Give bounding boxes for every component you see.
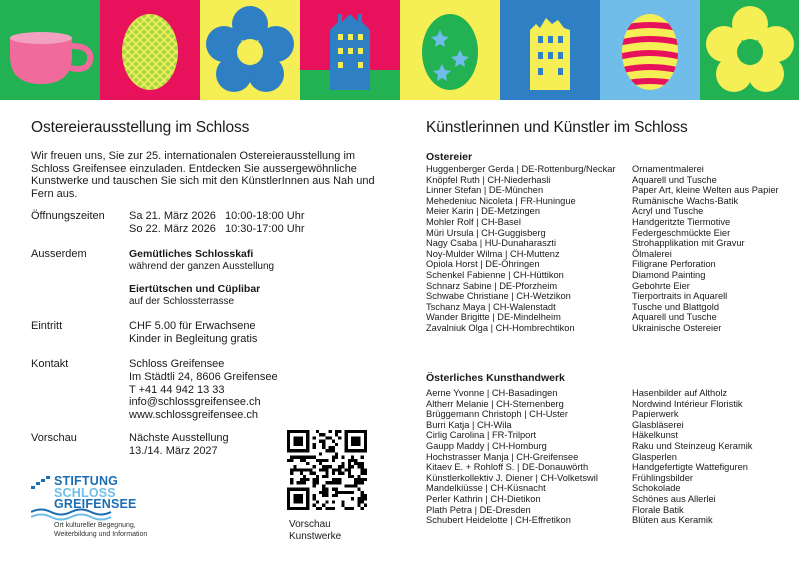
artist-name: Altherr Melanie | CH-Sternenberg (426, 398, 564, 409)
opening-time: 10:00-18:00 Uhr (225, 210, 305, 222)
tower-icon (500, 0, 600, 100)
artist-technique: Hasenbilder auf Altholz (632, 388, 728, 398)
also-label: Ausserdem (31, 248, 87, 260)
preview-date: 13./14. März 2027 (129, 444, 218, 457)
artist-name: Cirlig Carolina | FR-Trilport (426, 430, 537, 441)
list-item (426, 494, 796, 505)
artist-technique: Schokolade (632, 483, 681, 494)
flower-icon (200, 0, 300, 100)
bar-title: Eiertütschen und Cüplibar (129, 282, 261, 295)
artist-name: Mohler Rolf | CH-Basel (426, 216, 521, 227)
list-item (426, 312, 796, 323)
list-item (426, 505, 796, 516)
artist-name: Perler Kathrin | CH-Dietikon (426, 493, 541, 504)
cafe-title: Gemütliches Schlosskafi (129, 248, 254, 260)
artist-name: Huggenberger Gerda | DE-Rottenburg/Neckar (426, 164, 616, 174)
artist-technique: Ölmalerei (632, 248, 672, 259)
list-item (426, 409, 796, 420)
artist-name: Künstlerkollektiv J. Diener | CH-Volketswil (426, 472, 598, 483)
list-item (426, 473, 796, 484)
artist-technique: Aquarell und Tusche (632, 174, 717, 185)
entry-label: Eintritt (31, 320, 63, 332)
qr-caption-line: Kunstwerke (289, 531, 342, 542)
list-item (426, 420, 796, 431)
preview-next: Nächste Ausstellung (129, 432, 229, 444)
artist-name: Brüggemann Christoph | CH-Uster (426, 409, 568, 420)
list-item (426, 206, 796, 217)
crafts-list (426, 388, 796, 526)
artist-name: Hochstrasser Manja | CH-Greifensee (426, 451, 579, 462)
contact-email[interactable]: info@schlossgreifensee.ch (129, 396, 261, 409)
artist-name: Tschanz Maya | CH-Walenstadt (426, 301, 556, 312)
list-item (426, 452, 796, 463)
list-item (426, 259, 796, 270)
artist-technique: Ukrainische Ostereier (632, 322, 722, 333)
contact-label: Kontakt (31, 358, 69, 370)
artist-name: Mehedeniuc Nicoleta | FR-Huningue (426, 195, 576, 206)
qr-caption (289, 519, 341, 543)
artist-name: Wander Brigitte | DE-Mindelheim (426, 312, 561, 323)
intro-text: Wir freuen uns, Sie zur 25. internationalen Ostereierausstellung im Schloss Greifensee einzuladen. Entdecken Sie aussergewöhnliche Kunstwerke und tauschen Sie sich mit den KünstlerInnen aus Nah und Fern aus. (31, 150, 375, 200)
cafe-sub: während der ganzen Ausstellung (129, 260, 275, 272)
list-item (426, 270, 796, 281)
list-item (426, 238, 796, 249)
artist-name: Schwabe Christiane | CH-Wetzikon (426, 291, 571, 302)
artist-technique: Gebohrte Eier (632, 280, 690, 291)
artist-name: Plath Petra | DE-Dresden (426, 504, 531, 515)
artist-technique: Glasbläserei (632, 419, 684, 430)
logo-line: SCHLOSS (54, 485, 116, 500)
bar-sub: auf der Schlossterrasse (129, 295, 235, 307)
list-item (426, 399, 796, 410)
logo-tag-line: Weiterbildung und Information (54, 531, 148, 538)
castle-icon (300, 0, 400, 100)
egg-stripes-tile (600, 0, 700, 100)
artist-technique: Tusche und Blattgold (632, 301, 719, 312)
artist-name: Müri Ursula | CH-Guggisberg (426, 227, 546, 238)
opening-day: Sa 21. März 2026 (129, 210, 216, 222)
artist-name: Schubert Heidelotte | CH-Effretikon (426, 515, 571, 526)
opening-label: Öffnungszeiten (31, 210, 105, 222)
decorative-banner (0, 0, 799, 100)
list-item (426, 462, 796, 473)
contact-phone[interactable]: T +41 44 942 13 33 (129, 383, 225, 396)
section-eggs-heading: Ostereier (426, 151, 473, 163)
list-item (426, 291, 796, 302)
list-item (426, 430, 796, 441)
artist-technique: Papierwerk (632, 409, 679, 420)
artist-technique: Glasperlen (632, 451, 677, 462)
artist-name: Noy-Mulder Wilma | CH-Muttenz (426, 248, 560, 259)
artist-technique: Raku und Steinzeug Keramik (632, 440, 753, 451)
artist-name: Burri Katja | CH-Wila (426, 419, 512, 430)
artist-technique: Strohapplikation mit Gravur (632, 238, 745, 249)
preview-info (129, 432, 229, 458)
eggs-list (426, 164, 796, 334)
cup-icon (0, 0, 100, 100)
list-item (426, 441, 796, 452)
list-item (426, 185, 796, 196)
easter-egg-icon (600, 0, 700, 100)
artist-technique: Handgefertigte Wattefiguren (632, 462, 748, 473)
list-item (426, 515, 796, 526)
artist-technique: Diamond Painting (632, 269, 706, 280)
page-title: Ostereierausstellung im Schloss (31, 119, 250, 136)
artist-name: Gaupp Maddy | CH-Homburg (426, 440, 547, 451)
list-item (426, 249, 796, 260)
list-item (426, 302, 796, 313)
entry-info (129, 320, 257, 346)
cup-tile (0, 0, 100, 100)
contact-address: Im Städtli 24, 8606 Greifensee (129, 370, 278, 383)
list-item (426, 164, 796, 175)
artist-technique: Schönes aus Allerlei (632, 493, 716, 504)
list-item (426, 323, 796, 334)
logo-tag-line: Ort kultureller Begegnung, (54, 522, 136, 529)
qr-code[interactable] (287, 430, 367, 510)
artist-technique: Federgeschmückte Eier (632, 227, 731, 238)
also-list (129, 248, 274, 308)
artist-technique: Ornamentmalerei (632, 164, 704, 174)
list-item (426, 483, 796, 494)
list-item (426, 196, 796, 207)
logo-tagline (54, 521, 147, 539)
artist-name: Opiola Horst | DE-Öhringen (426, 259, 540, 270)
castle-tile (300, 0, 400, 100)
artist-name: Meier Karin | DE-Metzingen (426, 206, 541, 217)
entry-price: CHF 5.00 für Erwachsene (129, 320, 256, 332)
section-crafts-heading: Österliches Kunsthandwerk (426, 372, 565, 384)
egg-stars-tile (400, 0, 500, 100)
artist-technique: Frühlingsbilder (632, 472, 693, 483)
contact-website[interactable]: www.schlossgreifensee.ch (129, 409, 259, 422)
contact-info (129, 358, 278, 422)
opening-row (129, 210, 305, 223)
artist-name: Linner Stefan | DE-München (426, 185, 544, 196)
artist-name: Zavalniuk Olga | CH-Hombrechtikon (426, 322, 575, 333)
artist-technique: Filigrane Perforation (632, 259, 716, 270)
opening-day: So 22. März 2026 (129, 222, 216, 235)
flower-icon (700, 0, 799, 100)
logo-line: GREIFENSEE (54, 497, 137, 511)
artist-technique: Acryl und Tusche (632, 206, 704, 217)
opening-time: 10:30-17:00 Uhr (225, 222, 305, 235)
list-item (426, 388, 796, 399)
artist-technique: Florale Batik (632, 504, 684, 515)
artists-title: Künstlerinnen und Künstler im Schloss (426, 119, 688, 136)
artist-technique: Paper Art, kleine Welten aus Papier (632, 185, 779, 196)
list-item (426, 281, 796, 292)
artist-name: Aerne Yvonne | CH-Basadingen (426, 388, 558, 398)
opening-hours (129, 210, 305, 236)
artist-technique: Aquarell und Tusche (632, 312, 717, 323)
entry-children: Kinder in Begleitung gratis (129, 332, 258, 345)
artist-name: Knöpfel Ruth | CH-Niederhasli (426, 174, 551, 185)
artist-name: Mandelkiüsse | CH-Küsnacht (426, 483, 546, 494)
artist-name: Nagy Csaba | HU-Dunaharaszti (426, 238, 557, 249)
artist-name: Schenkel Fabienne | CH-Hüttikon (426, 269, 564, 280)
list-item (426, 228, 796, 239)
tower-tile (500, 0, 600, 100)
easter-egg-icon (100, 0, 200, 100)
easter-egg-icon (400, 0, 500, 100)
artist-technique: Handgeritzte Tiermotive (632, 216, 731, 227)
list-item (426, 175, 796, 186)
artist-technique: Tierportraits in Aquarell (632, 291, 728, 302)
artist-technique: Nordwind Intérieur Floristik (632, 398, 743, 409)
egg-grid-tile (100, 0, 200, 100)
flower-tile-2 (700, 0, 799, 100)
artist-technique: Blüten aus Keramik (632, 515, 713, 526)
artist-name: Kitaev E. + Rohloff S. | DE-Donauwörth (426, 462, 589, 473)
logo-line: STIFTUNG (54, 474, 119, 488)
opening-row (129, 223, 305, 236)
logo-text (54, 476, 137, 511)
flower-tile (200, 0, 300, 100)
contact-name: Schloss Greifensee (129, 358, 225, 370)
artist-technique: Rumänische Wachs-Batik (632, 195, 739, 206)
list-item (426, 217, 796, 228)
artist-technique: Häkelkunst (632, 430, 678, 441)
artist-name: Schnarz Sabine | DE-Pforzheim (426, 280, 558, 291)
qr-caption-line: Vorschau (289, 519, 331, 530)
preview-label: Vorschau (31, 432, 77, 444)
